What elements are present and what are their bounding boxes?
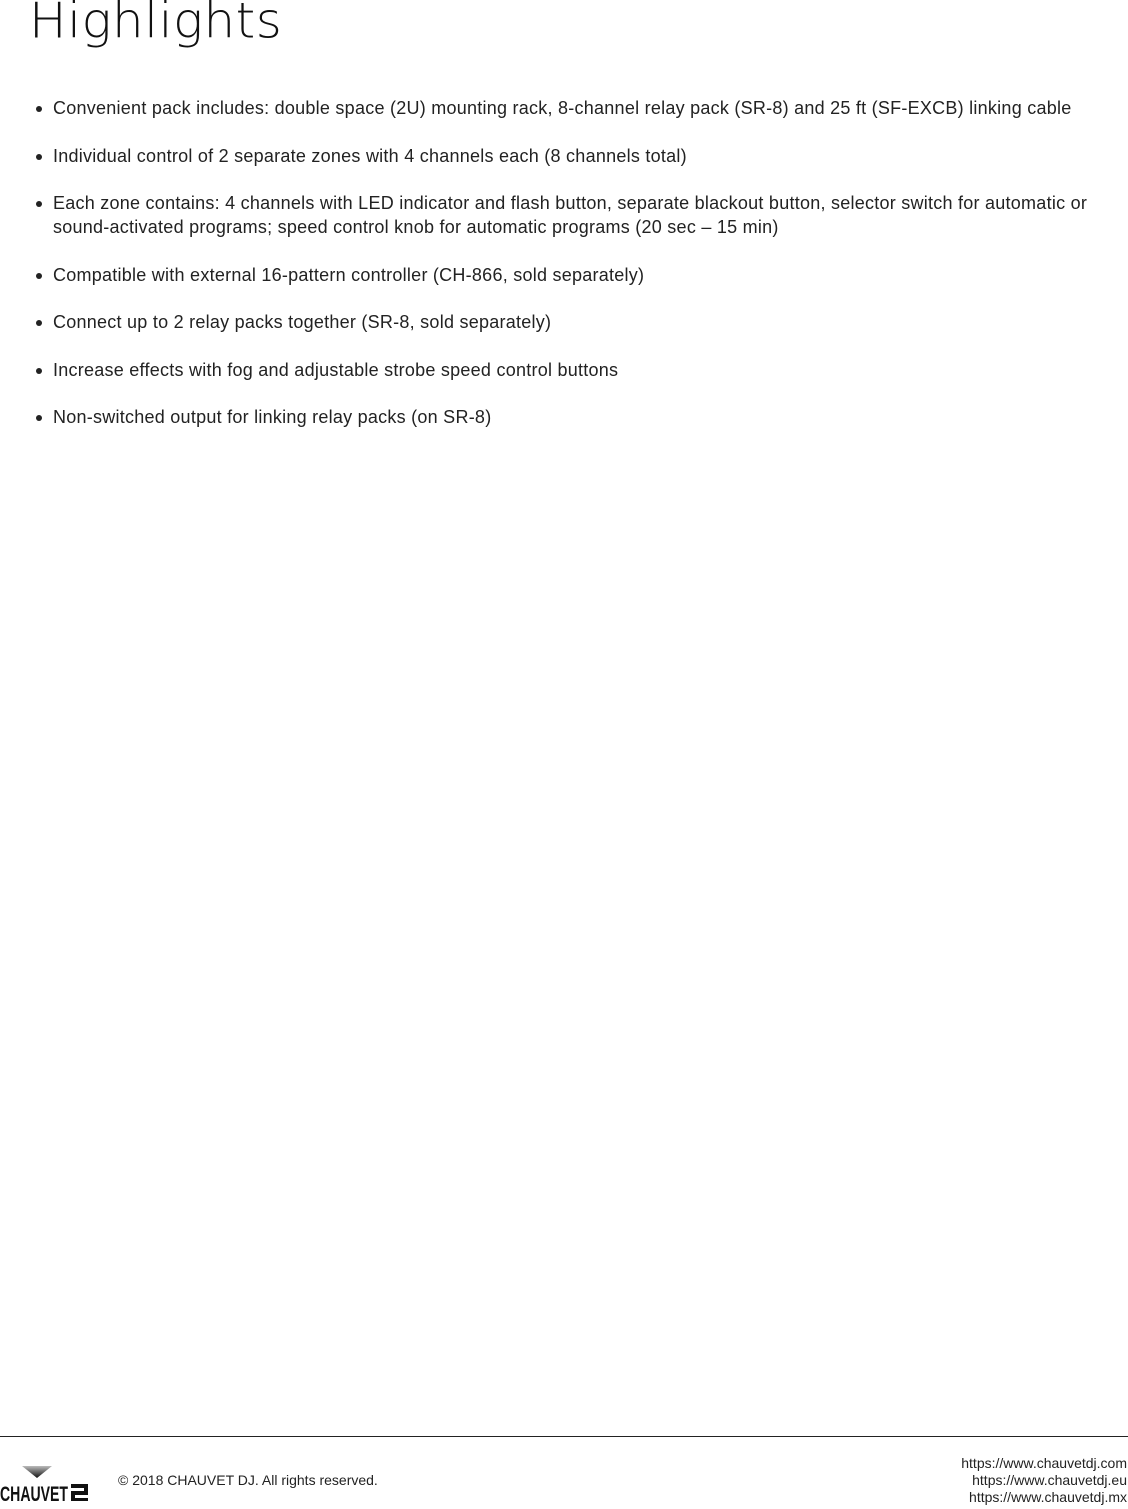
bullet-icon (36, 320, 42, 326)
list-item-text: Connect up to 2 relay packs together (SR-8, sold separately) (53, 312, 552, 332)
list-item-text: Convenient pack includes: double space (2U) mounting rack, 8-channel relay pack (SR-8) and 25 ft (SF-EXCB) linking cable (53, 98, 1072, 118)
url-link-com[interactable]: https://www.chauvetdj.com (961, 1455, 1127, 1471)
list-item (34, 144, 1124, 168)
copyright-text: © 2018 CHAUVET DJ. All rights reserved. (118, 1472, 378, 1488)
list-item-text: Increase effects with fog and adjustable strobe speed control buttons (53, 359, 619, 380)
list-item (34, 191, 1124, 239)
list-item (34, 358, 1124, 382)
highlights-list (34, 96, 1124, 453)
bullet-icon (36, 106, 42, 112)
list-item-text: Individual control of 2 separate zones with 4 channels each (8 channels total) (53, 145, 687, 166)
footer-links (961, 1455, 1127, 1506)
bullet-icon (36, 201, 42, 207)
page-title: Highlights (29, 0, 283, 50)
list-item (34, 96, 1124, 120)
list-item (34, 405, 1124, 429)
list-item-text: Compatible with external 16-pattern controller (CH-866, sold separately) (53, 264, 645, 285)
list-item (34, 263, 1124, 287)
url-link-eu[interactable]: https://www.chauvetdj.eu (972, 1472, 1127, 1488)
list-item (34, 310, 1124, 334)
bullet-icon (36, 154, 42, 160)
bullet-icon (36, 273, 42, 279)
list-item-text: Non-switched output for linking relay packs (on SR-8) (53, 407, 492, 427)
url-link-mx[interactable]: https://www.chauvetdj.mx (969, 1489, 1127, 1505)
list-item-text: Each zone contains: 4 channels with LED indicator and flash button, separate blackout button, selector switch for automatic or sound-activated programs; speed control knob for automatic programs (20 sec – 15 min) (53, 193, 1088, 237)
bullet-icon (36, 415, 42, 421)
footer-divider (0, 1436, 1128, 1437)
svg-text:CHAUVET: CHAUVET (0, 1483, 69, 1506)
chauvet-dj-logo (0, 1464, 90, 1504)
bullet-icon (36, 368, 42, 374)
